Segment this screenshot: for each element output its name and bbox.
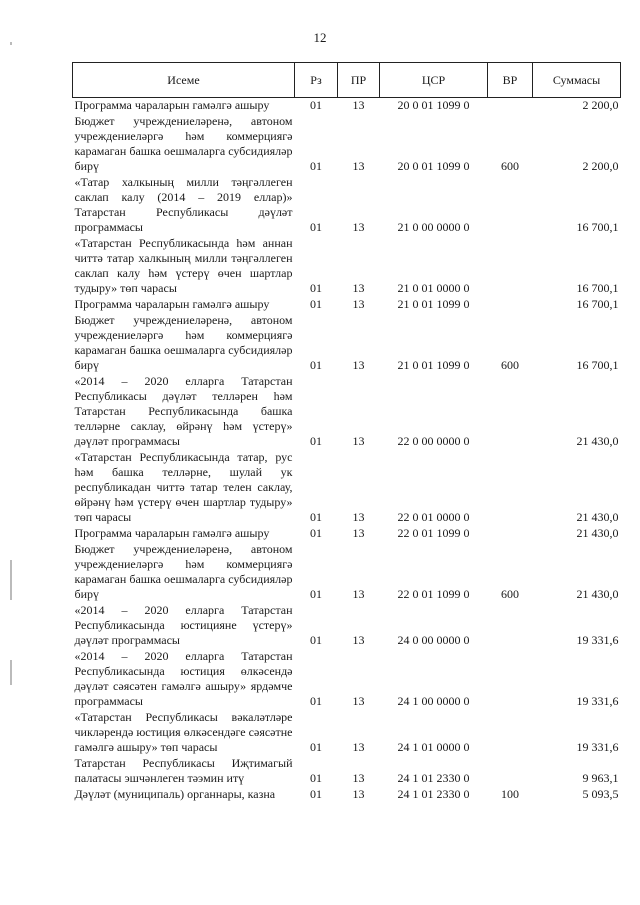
row-vr: [488, 297, 533, 313]
row-pr: 13: [352, 297, 365, 311]
table-row: [73, 542, 621, 603]
row-csr: 22 0 01 1099 0: [397, 587, 470, 601]
row-rz: 01: [310, 740, 322, 754]
row-sum: 21 430,0: [576, 526, 619, 540]
row-pr: 13: [352, 98, 365, 112]
row-csr: 22 0 01 1099 0: [397, 526, 470, 540]
header-rz: Рз: [295, 63, 338, 98]
row-name: Бюджет учреждениеләренә, автоном учреждениеләргә һәм коммерциягә карамаган башка оешмаларга субсидияләр бирү: [74, 114, 293, 173]
row-sum: 16 700,1: [576, 358, 619, 372]
row-name: Бюджет учреждениеләренә, автоном учреждениеләргә һәм коммерциягә карамаган башка оешмаларга субсидияләр бирү: [74, 313, 293, 372]
row-vr: 600: [501, 358, 519, 372]
table-row: [73, 603, 621, 649]
row-pr: 13: [352, 771, 365, 785]
row-vr: 100: [501, 787, 519, 801]
row-sum: 19 331,6: [576, 633, 619, 647]
table-row: [73, 649, 621, 710]
table-row: [73, 236, 621, 297]
table-header-row: [73, 63, 621, 98]
row-name: «Татарстан Республикасында һәм аннан читтә татар халкының милли тәңгәллеген саклап калу һәм үстерү өчен шартлар тудыру» төп чарасы: [74, 236, 293, 295]
row-rz: 01: [310, 787, 322, 801]
table-row: [73, 114, 621, 175]
row-vr: [488, 649, 533, 710]
header-csr: ЦСР: [380, 63, 488, 98]
row-name: Дәүләт (муниципаль) органнары, казна: [74, 787, 276, 801]
row-csr: 21 0 00 0000 0: [397, 220, 470, 234]
row-rz: 01: [310, 159, 322, 173]
row-rz: 01: [310, 633, 322, 647]
row-sum: 21 430,0: [576, 434, 619, 448]
row-name: Татарстан Республикасы Иҗтимагый палатасы эшчәнлеген тәэмин итү: [74, 756, 293, 785]
row-pr: 13: [352, 220, 365, 234]
row-vr: [488, 450, 533, 526]
row-pr: 13: [352, 510, 365, 524]
row-pr: 13: [352, 358, 365, 372]
row-rz: 01: [310, 694, 322, 708]
row-rz: 01: [310, 358, 322, 372]
table-row: [73, 526, 621, 542]
row-name: Бюджет учреждениеләренә, автоном учреждениеләргә һәм коммерциягә карамаган башка оешмаларга субсидияләр бирү: [74, 542, 293, 601]
row-sum: 19 331,6: [576, 694, 619, 708]
row-csr: 24 1 01 2330 0: [397, 771, 470, 785]
row-sum: 2 200,0: [582, 159, 619, 173]
row-pr: 13: [352, 434, 365, 448]
row-sum: 5 093,5: [582, 787, 619, 801]
row-vr: [488, 603, 533, 649]
row-vr: [488, 175, 533, 236]
row-vr: [488, 98, 533, 115]
row-sum: 21 430,0: [576, 510, 619, 524]
table-row: [73, 450, 621, 526]
row-sum: 16 700,1: [576, 281, 619, 295]
row-rz: 01: [310, 281, 322, 295]
row-sum: 16 700,1: [576, 220, 619, 234]
table-row: [73, 374, 621, 450]
table-row: [73, 787, 621, 803]
row-rz: 01: [310, 220, 322, 234]
row-sum: 2 200,0: [582, 98, 619, 112]
row-name: Программа чараларын гамәлгә ашыру: [74, 98, 270, 112]
row-vr: [488, 756, 533, 787]
table-row: [73, 175, 621, 236]
row-vr: [488, 374, 533, 450]
row-vr: [488, 710, 533, 756]
row-rz: 01: [310, 526, 322, 540]
row-name: «2014 – 2020 елларга Татарстан Республикасында юстицияне үстерү» дәүләт программасы: [74, 603, 293, 647]
row-name: Программа чараларын гамәлгә ашыру: [74, 526, 270, 540]
row-pr: 13: [352, 159, 365, 173]
row-vr: 600: [501, 587, 519, 601]
row-rz: 01: [310, 771, 322, 785]
row-csr: 24 0 00 0000 0: [397, 633, 470, 647]
row-rz: 01: [310, 587, 322, 601]
row-pr: 13: [352, 526, 365, 540]
row-rz: 01: [310, 98, 322, 112]
row-pr: 13: [352, 787, 365, 801]
scan-margin-mark: [10, 660, 12, 685]
row-csr: 22 0 01 0000 0: [397, 510, 470, 524]
row-vr: [488, 526, 533, 542]
row-rz: 01: [310, 434, 322, 448]
scan-margin-mark: [10, 560, 12, 600]
table-row: [73, 98, 621, 115]
row-name: Программа чараларын гамәлгә ашыру: [74, 297, 270, 311]
header-sum: Суммасы: [533, 63, 621, 98]
row-csr: 24 1 00 0000 0: [397, 694, 470, 708]
row-name: «Татарстан Республикасында татар, рус һәм башка телләрне, шулай ук республикадан читтә татар телен саклау, өйрәнү һәм үстерү өчен шартлар тудыру» төп чарасы: [74, 450, 293, 524]
row-csr: 20 0 01 1099 0: [397, 159, 470, 173]
row-csr: 21 0 01 1099 0: [397, 297, 470, 311]
row-pr: 13: [352, 587, 365, 601]
row-csr: 21 0 01 0000 0: [397, 281, 470, 295]
row-pr: 13: [352, 694, 365, 708]
row-sum: 9 963,1: [582, 771, 619, 785]
row-csr: 22 0 00 0000 0: [397, 434, 470, 448]
budget-table: [72, 62, 621, 803]
header-vr: ВР: [488, 63, 533, 98]
row-vr: 600: [501, 159, 519, 173]
row-rz: 01: [310, 297, 322, 311]
row-csr: 24 1 01 0000 0: [397, 740, 470, 754]
row-sum: 21 430,0: [576, 587, 619, 601]
row-pr: 13: [352, 740, 365, 754]
row-name: «Татар халкының милли тәңгәллеген саклап калу (2014 – 2019 еллар)» Татарстан Республикасы дәүләт программасы: [74, 175, 293, 234]
row-name: «2014 – 2020 елларга Татарстан Республикасында юстиция өлкәсендә дәүләт сәясәтен гамәлгә ашыру» ярдәмче программасы: [74, 649, 293, 708]
table-row: [73, 313, 621, 374]
row-name: «Татарстан Республикасы вәкаләтләре чикләрендә юстиция өлкәсендәге сәясәтне гамәлгә ашыру» төп чарасы: [74, 710, 293, 754]
row-rz: 01: [310, 510, 322, 524]
row-sum: 19 331,6: [576, 740, 619, 754]
row-name: «2014 – 2020 елларга Татарстан Республикасы дәүләт телләрен һәм Татарстан Республикасында башка телләрне саклау, өйрәнү һәм үстерү» дәүләт программасы: [74, 374, 293, 448]
scan-margin-mark: [10, 42, 12, 45]
page-number: 12: [313, 30, 327, 45]
table-row: [73, 297, 621, 313]
table-row: [73, 756, 621, 787]
row-vr: [488, 236, 533, 297]
row-sum: 16 700,1: [576, 297, 619, 311]
row-pr: 13: [352, 281, 365, 295]
header-pr: ПР: [338, 63, 380, 98]
row-csr: 20 0 01 1099 0: [397, 98, 470, 112]
row-csr: 24 1 01 2330 0: [397, 787, 470, 801]
header-name: Исеме: [73, 63, 295, 98]
row-csr: 21 0 01 1099 0: [397, 358, 470, 372]
row-pr: 13: [352, 633, 365, 647]
table-row: [73, 710, 621, 756]
